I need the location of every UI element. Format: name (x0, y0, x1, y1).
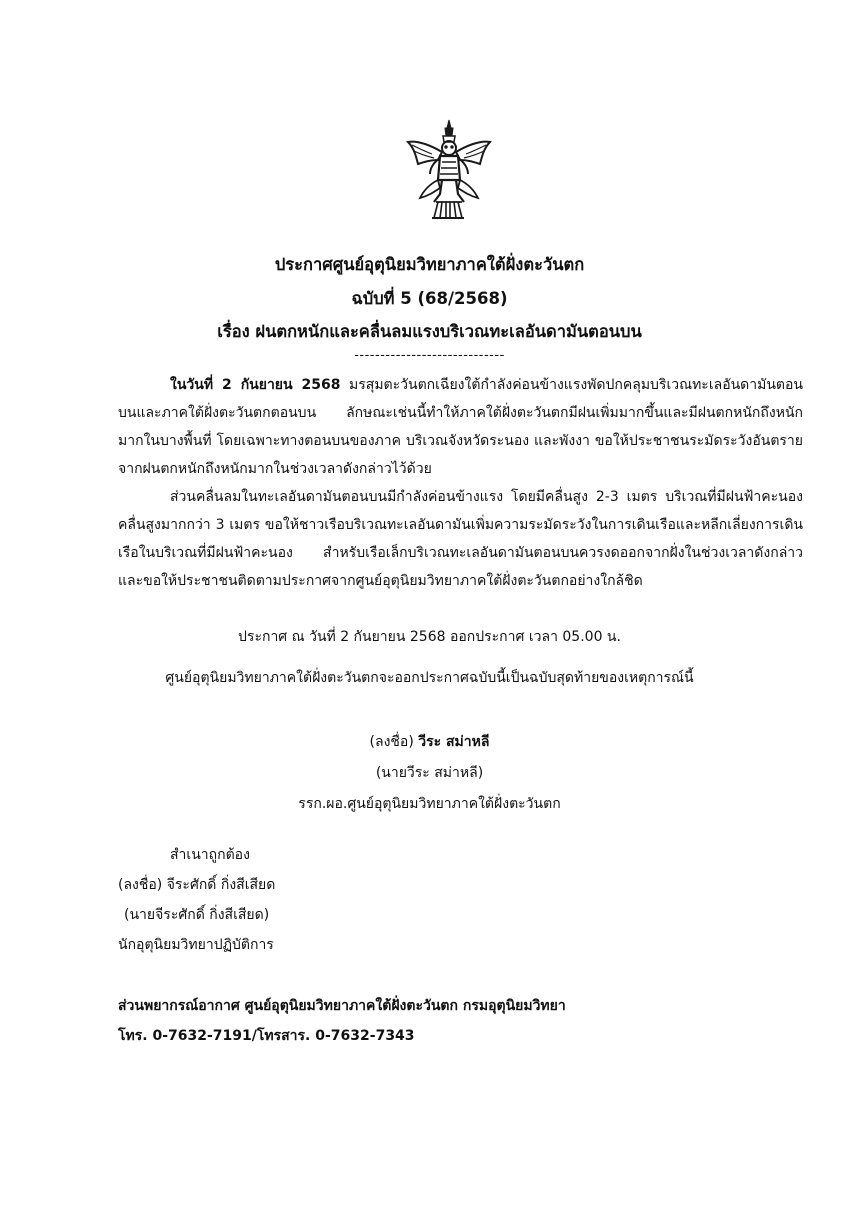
signatory-full-name: (นายวีระ สม่าหลี) (375, 765, 484, 781)
footer-contact: โทร. 0-7632-7191/โทรสาร. 0-7632-7343 (118, 1028, 415, 1044)
footer-department: ส่วนพยากรณ์อากาศ ศูนย์อุตุนิยมวิทยาภาคใต้ฝั่งตะวันตก กรมอุตุนิยมวิทยา (118, 998, 566, 1014)
subject-line: เรื่อง ฝนตกหนักและคลื่นลมแรงบริเวณทะเลอันดามันตอนบน (217, 322, 642, 341)
signature-prefix: (ลงชื่อ) (369, 734, 419, 750)
issue-number: ฉบับที่ 5 (68/2568) (351, 289, 508, 308)
body-content (118, 371, 803, 595)
certified-copy-signature: (ลงชื่อ) จีระศักดิ์ กิ่งสีเสียด (118, 877, 276, 893)
certified-copy-label: สำเนาถูกต้อง (170, 847, 250, 863)
final-notice: ศูนย์อุตุนิยมวิทยาภาคใต้ฝั่งตะวันตกจะออกประกาศฉบับนี้เป็นฉบับสุดท้ายของเหตุการณ์นี้ (165, 670, 694, 686)
garuda-emblem-icon (404, 118, 494, 222)
paragraph-1-lead: ในวันที่ 2 กันยายน 2568 (170, 377, 341, 393)
paragraph-2: ส่วนคลื่นลมในทะเลอันดามันตอนบนมีกำลังค่อนข้างแรง โดยมีคลื่นสูง 2-3 เมตร บริเวณที่มีฝนฟ้าคะนองคลื่นสูงมากกว่า 3 เมตร ขอให้ชาวเรือบริเวณทะเลอันดามันเพิ่มความระมัดระวังในการเดินเรือและหลีกเลี่ยงการเดินเรือในบริเวณที่มีฝนฟ้าคะนอง สำหรับเรือเล็กบริเวณทะเลอันดามันตอนบนควรงดออกจากฝั่งในช่วงเวลาดังกล่าว และขอให้ประชาชนติดตามประกาศจากศูนย์อุตุนิยมวิทยาภาคใต้ฝั่งตะวันตกอย่างใกล้ชิด (118, 489, 803, 589)
paragraph-1-text: มรสุมตะวันตกเฉียงใต้กำลังค่อนข้างแรงพัดปกคลุมบริเวณทะเลอันดามันตอนบนและภาคใต้ฝั่งตะวันตกตอนบน ลักษณะเช่นนี้ทำให้ภาคใต้ฝั่งตะวันตกมีฝนเพิ่มมากขึ้นและมีฝนตกหนักถึงหนักมากในบางพื้นที่ โดยเฉพาะทางตอนบนของภาค บริเวณจังหวัดระนอง และพังงา ขอให้ประชาชนระมัดระวังอันตรายจากฝนตกหนักถึงหนักมากในช่วงเวลาดังกล่าวไว้ด้วย (118, 377, 803, 477)
signature-name: วีระ สม่าหลี (418, 734, 490, 750)
divider-line: ----------------------------- (354, 348, 505, 363)
signatory-position: รรก.ผอ.ศูนย์อุตุนิยมวิทยาภาคใต้ฝั่งตะวันตก (298, 796, 561, 812)
signature-line (0, 731, 859, 753)
announcement-title: ประกาศศูนย์อุตุนิยมวิทยาภาคใต้ฝั่งตะวันตก (274, 255, 585, 274)
announcement-date-line: ประกาศ ณ วันที่ 2 กันยายน 2568 ออกประกาศ เวลา 05.00 น. (238, 629, 621, 645)
certified-copy-full-name: (นายจีระศักดิ์ กิ่งสีเสียด) (124, 907, 270, 923)
paragraph-1 (118, 371, 803, 483)
certified-copy-position: นักอุตุนิยมวิทยาปฏิบัติการ (118, 937, 274, 953)
